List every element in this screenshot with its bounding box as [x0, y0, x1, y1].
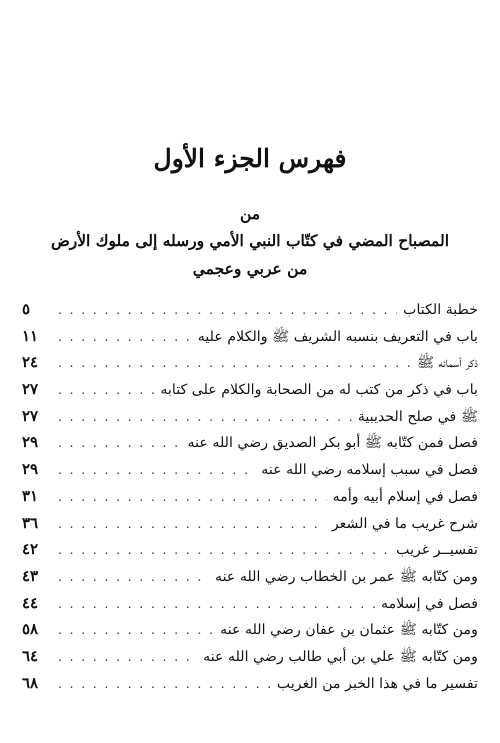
dot-leader: [58, 457, 255, 484]
table-of-contents: [22, 296, 478, 696]
page-title: فهرس الجزء الأول: [153, 144, 347, 173]
subtitle-from: من: [239, 204, 261, 223]
toc-entry-title: تفسير ما في هذا الخبر من الغريب: [276, 675, 478, 692]
dot-leader: [58, 537, 390, 564]
dot-leader: [58, 297, 397, 324]
toc-entry-title: تفسيــر غريب: [396, 542, 478, 559]
toc-entry: [22, 510, 478, 537]
dot-leader: [58, 377, 154, 404]
toc-entry: [22, 536, 478, 563]
toc-entry-title: ذكر أسمائه ﷺ: [417, 355, 478, 372]
toc-entry-page-number: ٤٣: [22, 566, 39, 585]
toc-entry-title: ومن كتّابه ﷺ عمر بن الخطاب رضي الله عنه: [214, 568, 478, 585]
toc-entry-page-number: ٤٢: [22, 540, 39, 559]
dot-leader: [58, 430, 181, 457]
toc-entry-title: فصل في سبب إسلامه رضي الله عنه: [261, 462, 478, 479]
toc-entry-title: ومن كتّابه ﷺ عثمان بن عفان رضي الله عنه: [220, 622, 478, 639]
toc-entry: [22, 376, 478, 403]
toc-entry-page-number: ٤٤: [22, 593, 39, 612]
toc-entry-title: شرح غريب ما في الشعر: [331, 515, 478, 532]
toc-entry-page-number: ١١: [22, 326, 39, 345]
toc-entry: [22, 483, 478, 510]
dot-leader: [58, 350, 411, 377]
dot-leader: [58, 484, 327, 511]
toc-entry-title: ﷺ في صلح الحديبية: [357, 408, 478, 425]
dot-leader: [58, 324, 192, 351]
toc-entry: [22, 296, 478, 323]
toc-entry-title: باب في ذكر من كتب له من الصحابة والكلام على كتابه: [160, 382, 478, 399]
dot-leader: [58, 617, 214, 644]
toc-entry-title: ومن كتّابه ﷺ علي بن أبي طالب رضي الله عنه: [203, 648, 478, 665]
toc-entry-title: فصل في إسلامه: [381, 595, 478, 612]
dot-leader: [58, 564, 209, 591]
dot-leader: [58, 511, 326, 538]
toc-entry: [22, 456, 478, 483]
toc-entry-page-number: ٢٩: [22, 433, 39, 452]
toc-entry-title: فصل فمن كتّابه ﷺ أبو بكر الصديق رضي الله عنه: [187, 435, 478, 452]
toc-entry-page-number: ٢٧: [22, 406, 39, 425]
toc-entry-page-number: ٥٨: [22, 620, 39, 639]
dot-leader: [58, 644, 197, 671]
toc-entry-page-number: ٦٨: [22, 673, 39, 692]
toc-entry: [22, 616, 478, 643]
toc-entry-title: خطبة الكتاب: [403, 302, 478, 318]
toc-entry-title: فصل في إسلام أبيه وأمه: [332, 488, 478, 505]
dot-leader: [58, 591, 375, 618]
toc-entry-page-number: ٣١: [22, 486, 39, 505]
toc-entry: [22, 563, 478, 590]
dot-leader: [58, 671, 271, 698]
toc-entry-page-number: ٢٩: [22, 460, 39, 479]
toc-entry-page-number: ٥: [22, 300, 31, 318]
toc-entry: [22, 403, 478, 430]
toc-entry: [22, 323, 478, 350]
toc-entry: [22, 429, 478, 456]
toc-entry-page-number: ٣٦: [22, 513, 39, 532]
toc-entry: [22, 590, 478, 617]
toc-entry-page-number: ٢٤: [22, 353, 39, 372]
toc-entry: [22, 643, 478, 670]
book-title-line-1: المصباح المضي في كتّاب النبي الأمي ورسله إلى ملوك الأرض: [50, 231, 450, 250]
book-title-line-2: من عربي وعجمي: [192, 259, 308, 278]
toc-entry: [22, 349, 478, 376]
toc-entry: [22, 670, 478, 697]
toc-entry-page-number: ٢٧: [22, 380, 39, 399]
dot-leader: [58, 404, 352, 431]
toc-entry-title: باب في التعريف بنسبه الشريف ﷺ والكلام عليه: [197, 328, 478, 345]
toc-entry-page-number: ٦٤: [22, 646, 39, 665]
